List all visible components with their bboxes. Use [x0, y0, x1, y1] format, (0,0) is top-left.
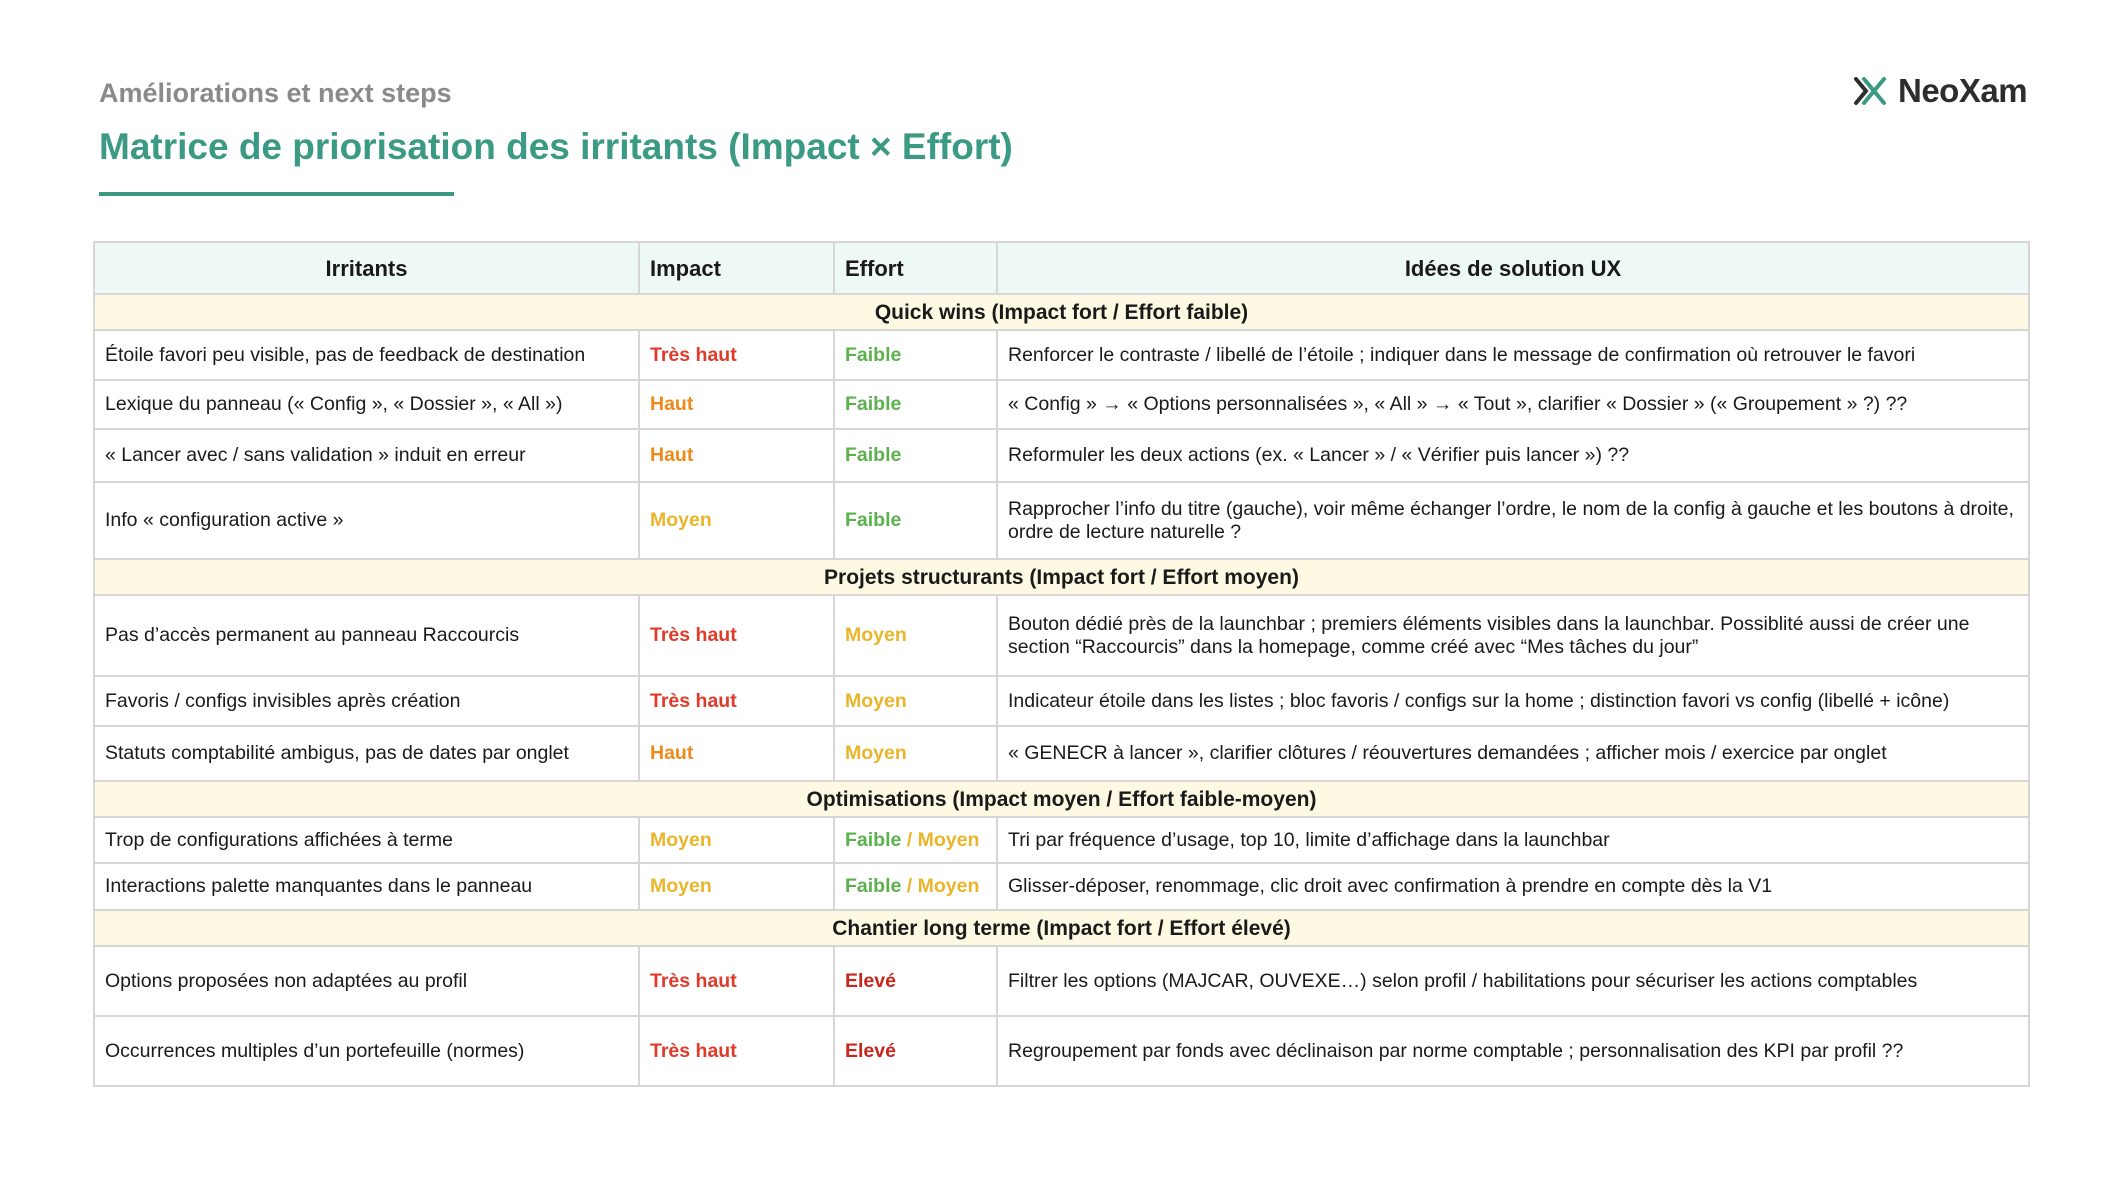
impact-cell: Haut	[639, 429, 834, 482]
section-label: Projets structurants (Impact fort / Effort moyen)	[94, 559, 2029, 595]
neoxam-x-logo-icon	[1852, 73, 1888, 109]
effort-low: Faible	[845, 828, 902, 851]
impact-cell: Très haut	[639, 1016, 834, 1086]
effort-cell: Moyen	[834, 726, 997, 781]
solution-cell: « GENECR à lancer », clarifier clôtures / réouvertures demandées ; afficher mois / exercice par onglet	[997, 726, 2029, 781]
page-title: Matrice de priorisation des irritants (Impact × Effort)	[99, 126, 1013, 167]
title-underline	[99, 192, 454, 196]
impact-cell: Très haut	[639, 946, 834, 1016]
table-row	[94, 676, 2029, 726]
solution-cell: Reformuler les deux actions (ex. « Lancer » / « Vérifier puis lancer ») ??	[997, 429, 2029, 482]
impact-cell: Très haut	[639, 595, 834, 676]
solution-cell: « Config » → « Options personnalisées », « All » → « Tout », clarifier « Dossier » (« Groupement » ?) ??	[997, 380, 2029, 429]
section-row-optimisations	[94, 781, 2029, 817]
table-header-row	[94, 242, 2029, 294]
solution-cell: Bouton dédié près de la launchbar ; premiers éléments visibles dans la launchbar. Possiblité aussi de créer une section “Raccourcis” dans la homepage, comme créé avec “Mes tâches du jour”	[997, 595, 2029, 676]
col-header-irritants: Irritants	[94, 242, 639, 294]
solution-cell: Regroupement par fonds avec déclinaison par norme comptable ; personnalisation des KPI par profil ??	[997, 1016, 2029, 1086]
priorisation-table	[93, 241, 2030, 1087]
impact-cell: Très haut	[639, 330, 834, 380]
table-row	[94, 429, 2029, 482]
section-label: Optimisations (Impact moyen / Effort faible-moyen)	[94, 781, 2029, 817]
impact-cell: Moyen	[639, 817, 834, 863]
section-label: Quick wins (Impact fort / Effort faible)	[94, 294, 2029, 330]
table-row	[94, 817, 2029, 863]
solution-cell: Tri par fréquence d’usage, top 10, limite d’affichage dans la launchbar	[997, 817, 2029, 863]
solution-cell: Renforcer le contraste / libellé de l’étoile ; indiquer dans le message de confirmation où retrouver le favori	[997, 330, 2029, 380]
effort-cell	[834, 863, 997, 910]
effort-cell: Faible	[834, 380, 997, 429]
irritant-cell: Pas d’accès permanent au panneau Raccourcis	[94, 595, 639, 676]
irritant-cell: Lexique du panneau (« Config », « Dossier », « All »)	[94, 380, 639, 429]
section-label: Chantier long terme (Impact fort / Effort élevé)	[94, 910, 2029, 946]
effort-cell: Faible	[834, 330, 997, 380]
irritant-cell: Interactions palette manquantes dans le panneau	[94, 863, 639, 910]
effort-separator: /	[901, 875, 918, 897]
irritant-cell: Occurrences multiples d’un portefeuille (normes)	[94, 1016, 639, 1086]
table-row	[94, 946, 2029, 1016]
solution-cell: Glisser-déposer, renommage, clic droit avec confirmation à prendre en compte dès la V1	[997, 863, 2029, 910]
impact-cell: Haut	[639, 380, 834, 429]
irritant-cell: Favoris / configs invisibles après création	[94, 676, 639, 726]
page-subtitle: Améliorations et next steps	[99, 78, 452, 108]
table-row	[94, 863, 2029, 910]
solution-cell: Rapprocher l’info du titre (gauche), voir même échanger l’ordre, le nom de la config à gauche et les boutons à droite, ordre de lecture naturelle ?	[997, 482, 2029, 559]
impact-cell: Haut	[639, 726, 834, 781]
table-row	[94, 726, 2029, 781]
effort-cell	[834, 817, 997, 863]
solution-cell: Indicateur étoile dans les listes ; bloc favoris / configs sur la home ; distinction favori vs config (libellé + icône)	[997, 676, 2029, 726]
irritant-cell: Étoile favori peu visible, pas de feedback de destination	[94, 330, 639, 380]
table-row	[94, 380, 2029, 429]
section-row-projets-structurants	[94, 559, 2029, 595]
logo-text: NeoXam	[1898, 72, 2028, 109]
effort-cell: Moyen	[834, 595, 997, 676]
irritant-cell: Options proposées non adaptées au profil	[94, 946, 639, 1016]
effort-cell: Faible	[834, 429, 997, 482]
section-row-quick-wins	[94, 294, 2029, 330]
table-row	[94, 595, 2029, 676]
impact-cell: Moyen	[639, 482, 834, 559]
logo	[1852, 72, 2027, 110]
irritant-cell: Trop de configurations affichées à terme	[94, 817, 639, 863]
col-header-solutions: Idées de solution UX	[997, 242, 2029, 294]
solution-cell: Filtrer les options (MAJCAR, OUVEXE…) selon profil / habilitations pour sécuriser les actions comptables	[997, 946, 2029, 1016]
impact-cell: Très haut	[639, 676, 834, 726]
effort-low: Faible	[845, 875, 902, 897]
impact-cell: Moyen	[639, 863, 834, 910]
table-row	[94, 1016, 2029, 1086]
irritant-cell: Statuts comptabilité ambigus, pas de dates par onglet	[94, 726, 639, 781]
col-header-effort: Effort	[834, 242, 997, 294]
effort-cell: Elevé	[834, 946, 997, 1016]
effort-medium: Moyen	[917, 875, 980, 897]
irritant-cell: « Lancer avec / sans validation » induit en erreur	[94, 429, 639, 482]
col-header-impact: Impact	[639, 242, 834, 294]
table-row	[94, 482, 2029, 559]
section-row-chantier-long-terme	[94, 910, 2029, 946]
effort-cell: Faible	[834, 482, 997, 559]
effort-medium: Moyen	[917, 828, 980, 851]
effort-cell: Moyen	[834, 676, 997, 726]
irritant-cell: Info « configuration active »	[94, 482, 639, 559]
effort-cell: Elevé	[834, 1016, 997, 1086]
table-row	[94, 330, 2029, 380]
effort-separator: /	[901, 828, 918, 851]
